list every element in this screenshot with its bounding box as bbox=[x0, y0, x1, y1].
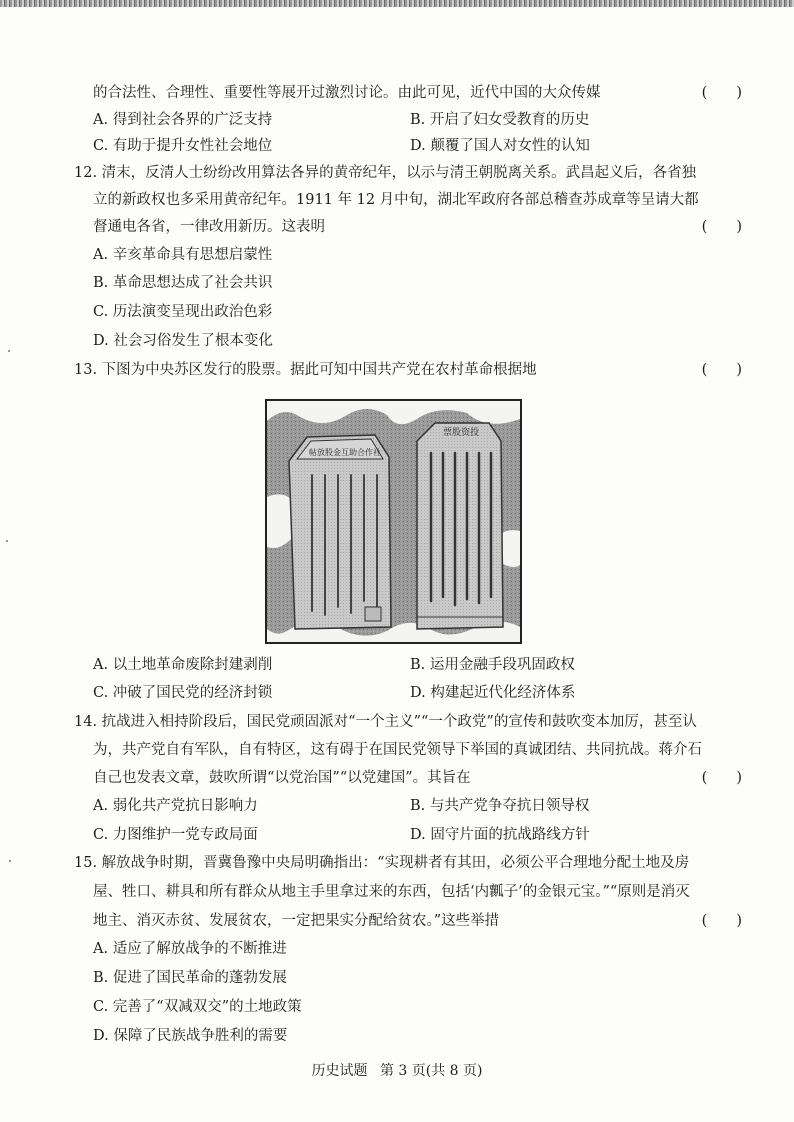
q15-stem-line-2: 屋、牲口、耕具和所有群众从地主手里拿过来的东西，包括‘内瓤子’的金银元宝。”“原则是消灭 bbox=[93, 884, 690, 900]
q13-option-c[interactable]: C. 冲破了国民党的经济封锁 bbox=[93, 685, 273, 701]
q13-answer-blank[interactable]: ( ) bbox=[701, 362, 742, 378]
q15-option-b[interactable]: B. 促进了国民革命的蓬勃发展 bbox=[93, 970, 287, 986]
stock-certificate-figure bbox=[265, 399, 522, 644]
q15-stem-line-3: 地主、消灭赤贫、发展贫农，一定把果实分配给贫农。”这些举措 bbox=[93, 913, 500, 929]
q12-option-d[interactable]: D. 社会习俗发生了根本变化 bbox=[93, 333, 273, 349]
q12-option-a[interactable]: A. 辛亥革命具有思想启蒙性 bbox=[93, 247, 273, 263]
footer-subject: 历史试题 bbox=[311, 1063, 368, 1079]
page-footer bbox=[0, 1059, 794, 1083]
q14-stem-line-2: 为，共产党自有军队，自有特区，这有碍于在国民党领导下举国的真诚团结、共同抗战。蒋介石 bbox=[93, 742, 702, 758]
q13-stem: 13. 下图为中央苏区发行的股票。据此可知中国共产党在农村革命根据地 bbox=[74, 362, 537, 378]
q12-answer-blank[interactable]: ( ) bbox=[701, 219, 742, 235]
right-certificate-caption: 票股资投 bbox=[442, 428, 480, 438]
q14-option-d[interactable]: D. 固守片面的抗战路线方针 bbox=[410, 827, 590, 843]
q11-option-a[interactable]: A. 得到社会各界的广泛支持 bbox=[93, 112, 273, 128]
q14-stem-line-1: 14. 抗战进入相持阶段后，国民党顽固派对“一个主义”“一个政党”的宣传和鼓吹变本加厉，甚至认 bbox=[74, 714, 697, 730]
scan-speck bbox=[9, 860, 11, 862]
q11-option-c[interactable]: C. 有助于提升女性社会地位 bbox=[93, 138, 273, 154]
q13-option-b[interactable]: B. 运用金融手段巩固政权 bbox=[410, 657, 575, 673]
q15-answer-blank[interactable]: ( ) bbox=[701, 913, 742, 929]
q14-option-c[interactable]: C. 力图维护一党专政局面 bbox=[93, 827, 258, 843]
q12-stem-line-2: 立的新政权也多采用黄帝纪年。1911 年 12 月中旬，湖北军政府各部总稽查苏成章等呈请大都 bbox=[93, 192, 699, 208]
q15-option-a[interactable]: A. 适应了解放战争的不断推进 bbox=[93, 941, 287, 957]
scan-speck bbox=[8, 350, 10, 352]
q15-option-c[interactable]: C. 完善了“双减双交”的土地政策 bbox=[93, 999, 302, 1015]
left-certificate-caption: 帖放股金互助合作社 bbox=[309, 448, 381, 457]
q11-option-d[interactable]: D. 颠覆了国人对女性的认知 bbox=[410, 138, 590, 154]
q11-stem-continued: 的合法性、合理性、重要性等展开过激烈讨论。由此可见，近代中国的大众传媒 bbox=[93, 85, 601, 101]
q12-stem-line-1: 12. 清末，反清人士纷纷改用算法各异的黄帝纪年，以示与清王朝脱离关系。武昌起义后，各省独 bbox=[74, 165, 697, 181]
q15-option-d[interactable]: D. 保障了民族战争胜利的需要 bbox=[93, 1028, 288, 1044]
q12-stem-line-3: 督通电各省，一律改用新历。这表明 bbox=[93, 219, 325, 235]
q13-option-a[interactable]: A. 以土地革命废除封建剥削 bbox=[93, 657, 273, 673]
stock-certificate-illustration bbox=[267, 401, 520, 642]
footer-page-number: 第 3 页(共 8 页) bbox=[379, 1063, 483, 1079]
q12-option-c[interactable]: C. 历法演变呈现出政治色彩 bbox=[93, 304, 273, 320]
q14-answer-blank[interactable]: ( ) bbox=[701, 770, 742, 786]
q12-option-b[interactable]: B. 革命思想达成了社会共识 bbox=[93, 275, 273, 291]
q15-stem-line-1: 15. 解放战争时期，晋冀鲁豫中央局明确指出：“实现耕者有其田，必须公平合理地分配土地及房 bbox=[74, 855, 690, 871]
scan-speck bbox=[6, 540, 8, 542]
q13-option-d[interactable]: D. 构建起近代化经济体系 bbox=[410, 685, 576, 701]
q11-answer-blank[interactable]: ( ) bbox=[701, 85, 742, 101]
q14-option-a[interactable]: A. 弱化共产党抗日影响力 bbox=[93, 798, 258, 814]
q14-option-b[interactable]: B. 与共产党争夺抗日领导权 bbox=[410, 798, 590, 814]
q11-option-b[interactable]: B. 开启了妇女受教育的历史 bbox=[410, 112, 590, 128]
q14-stem-line-3: 自己也发表文章，鼓吹所谓“以党治国”“以党建国”。其旨在 bbox=[93, 770, 471, 786]
